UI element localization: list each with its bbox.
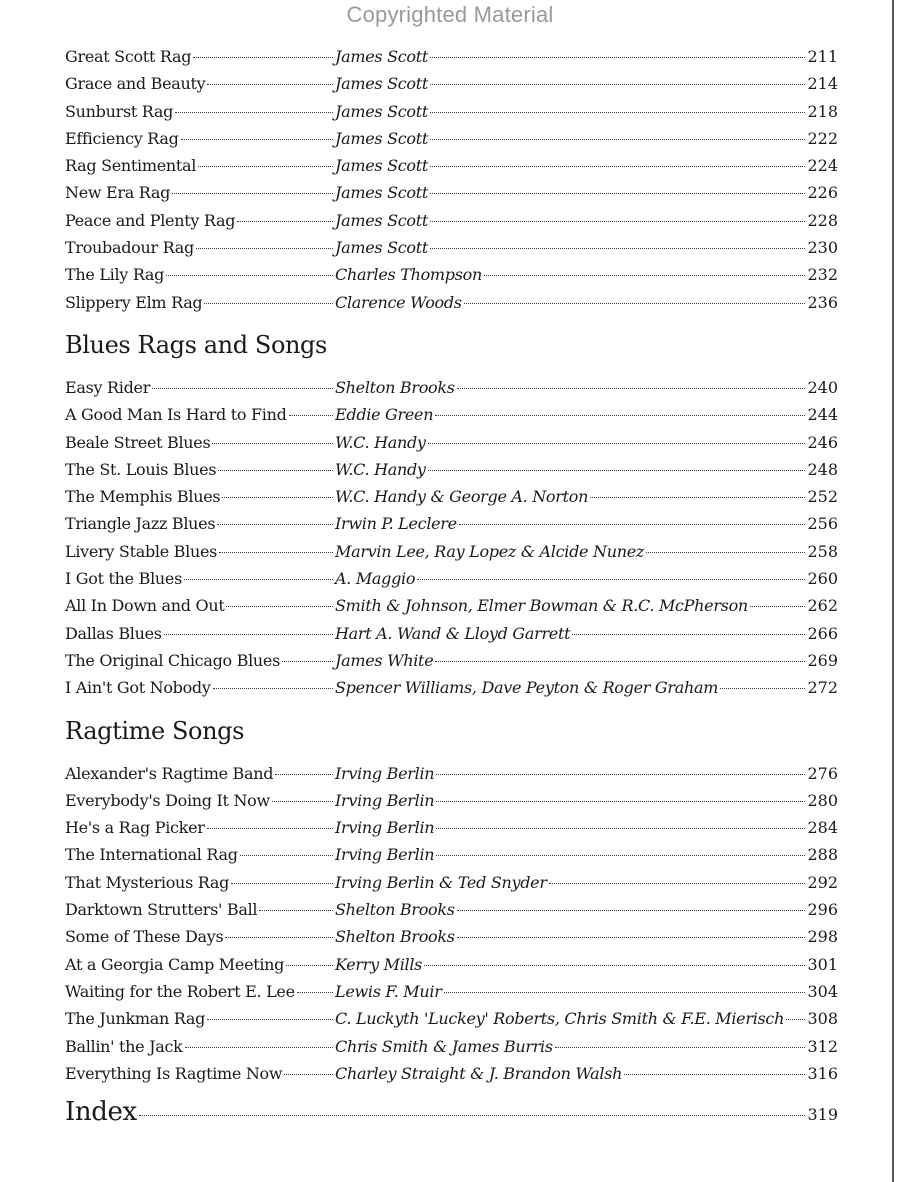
- dot-leader: [459, 524, 806, 525]
- dot-leader: [218, 470, 333, 471]
- dot-leader: [590, 497, 805, 498]
- author-cell: [335, 1033, 807, 1060]
- title-cell: [65, 896, 335, 923]
- author-cell: [335, 429, 807, 456]
- dot-leader: [436, 801, 805, 802]
- dot-leader: [436, 828, 805, 829]
- page-number: 256: [807, 514, 838, 534]
- song-author: Kerry Mills: [335, 954, 423, 974]
- page-number: 269: [807, 650, 838, 670]
- title-cell: [65, 978, 335, 1005]
- page-number: 276: [807, 763, 838, 783]
- song-author: Shelton Brooks: [335, 927, 455, 947]
- toc-entry: [65, 538, 838, 565]
- song-author: Irving Berlin: [335, 845, 435, 865]
- author-cell: [335, 841, 807, 868]
- dot-leader: [750, 606, 806, 607]
- song-title: The Original Chicago Blues: [65, 650, 281, 670]
- song-author: James Scott: [335, 156, 429, 176]
- song-author: James Scott: [335, 101, 429, 121]
- dot-leader: [204, 303, 333, 304]
- title-cell: [65, 923, 335, 950]
- dot-leader: [436, 855, 805, 856]
- title-cell: [65, 674, 335, 701]
- dot-leader: [436, 774, 805, 775]
- author-cell: [335, 374, 807, 401]
- dot-leader: [231, 883, 333, 884]
- song-author: Chris Smith & James Burris: [335, 1036, 553, 1056]
- dot-leader: [284, 1074, 333, 1075]
- toc-entry: [65, 923, 838, 950]
- dot-leader: [430, 112, 805, 113]
- toc-entry: [65, 98, 838, 125]
- top-entries-list: [65, 43, 838, 316]
- author-cell: [335, 70, 807, 97]
- song-title: A Good Man Is Hard to Find: [65, 405, 287, 425]
- toc-entry: [65, 841, 838, 868]
- song-title: The Memphis Blues: [65, 487, 221, 507]
- page-number: 232: [807, 265, 838, 285]
- song-author: Charley Straight & J. Brandon Walsh: [335, 1063, 623, 1083]
- toc-entry: [65, 814, 838, 841]
- song-author: Eddie Green: [335, 405, 434, 425]
- dot-leader: [237, 221, 333, 222]
- title-cell: [65, 125, 335, 152]
- author-cell: [335, 1005, 807, 1032]
- toc-entry: [65, 152, 838, 179]
- dot-leader: [240, 855, 333, 856]
- toc-entry: [65, 787, 838, 814]
- author-cell: [335, 261, 807, 288]
- song-author: Irving Berlin: [335, 790, 435, 810]
- song-author: Irving Berlin: [335, 818, 435, 838]
- song-title: Slippery Elm Rag: [65, 292, 203, 312]
- song-title: Efficiency Rag: [65, 128, 179, 148]
- page-number: 280: [807, 790, 838, 810]
- dot-leader: [424, 965, 805, 966]
- song-author: Irwin P. Leclere: [335, 514, 457, 534]
- page-number: 248: [807, 459, 838, 479]
- dot-leader: [428, 470, 806, 471]
- author-cell: [335, 538, 807, 565]
- dot-leader: [444, 992, 806, 993]
- dot-leader: [185, 1047, 333, 1048]
- page-number: 214: [807, 74, 838, 94]
- song-title: Easy Rider: [65, 377, 151, 397]
- index-page-number: 319: [807, 1105, 838, 1125]
- author-cell: [335, 125, 807, 152]
- title-cell: [65, 869, 335, 896]
- index-label: Index: [65, 1097, 137, 1128]
- title-cell: [65, 483, 335, 510]
- toc-entry: [65, 483, 838, 510]
- author-cell: [335, 401, 807, 428]
- author-cell: [335, 207, 807, 234]
- author-cell: [335, 787, 807, 814]
- dot-leader: [435, 415, 805, 416]
- song-author: James Scott: [335, 238, 429, 258]
- song-title: I Got the Blues: [65, 569, 182, 589]
- dot-leader: [457, 937, 806, 938]
- toc-entry: [65, 896, 838, 923]
- author-cell: [335, 152, 807, 179]
- title-cell: [65, 261, 335, 288]
- author-cell: [335, 510, 807, 537]
- song-author: Hart A. Wand & Lloyd Garrett: [335, 623, 571, 643]
- title-cell: [65, 401, 335, 428]
- author-cell: [335, 951, 807, 978]
- title-cell: [65, 787, 335, 814]
- title-cell: [65, 565, 335, 592]
- song-title: Darktown Strutters' Ball: [65, 900, 258, 920]
- dot-leader: [175, 112, 333, 113]
- page-number: 292: [807, 872, 838, 892]
- blues-entries-list: [65, 374, 838, 702]
- page-number: 296: [807, 900, 838, 920]
- dot-leader: [282, 661, 333, 662]
- author-cell: [335, 565, 807, 592]
- dot-leader: [164, 634, 333, 635]
- song-title: Beale Street Blues: [65, 432, 211, 452]
- page-number: 266: [807, 623, 838, 643]
- blues-section-heading: Blues Rags and Songs: [65, 330, 327, 359]
- song-author: Clarence Woods: [335, 292, 462, 312]
- song-title: The Lily Rag: [65, 265, 165, 285]
- author-cell: [335, 1060, 807, 1087]
- title-cell: [65, 152, 335, 179]
- dot-leader: [225, 937, 333, 938]
- page-number: 260: [807, 569, 838, 589]
- author-cell: [335, 647, 807, 674]
- song-author: C. Luckyth 'Luckey' Roberts, Chris Smith & F.E. Mierisch: [335, 1009, 785, 1029]
- page-number: 272: [807, 678, 838, 698]
- dot-leader: [786, 1019, 805, 1020]
- author-cell: [335, 620, 807, 647]
- toc-entry: [65, 374, 838, 401]
- dot-leader: [430, 139, 805, 140]
- song-author: Shelton Brooks: [335, 900, 455, 920]
- title-cell: [65, 456, 335, 483]
- dot-leader: [430, 221, 805, 222]
- title-cell: [65, 43, 335, 70]
- author-cell: [335, 814, 807, 841]
- ragtime-section-heading: Ragtime Songs: [65, 716, 245, 745]
- toc-entry: [65, 429, 838, 456]
- title-cell: [65, 814, 335, 841]
- title-cell: [65, 429, 335, 456]
- dot-leader: [193, 57, 333, 58]
- title-cell: [65, 510, 335, 537]
- song-title: Some of These Days: [65, 927, 224, 947]
- dot-leader: [152, 388, 333, 389]
- title-cell: [65, 1060, 335, 1087]
- ragtime-entries-list: [65, 760, 838, 1088]
- dot-leader: [222, 497, 333, 498]
- song-author: Irving Berlin & Ted Snyder: [335, 872, 547, 892]
- toc-entry: [65, 978, 838, 1005]
- dot-leader: [549, 883, 806, 884]
- page-number: 230: [807, 238, 838, 258]
- title-cell: [65, 760, 335, 787]
- author-cell: [335, 98, 807, 125]
- song-title: New Era Rag: [65, 183, 171, 203]
- toc-entry: [65, 70, 838, 97]
- page-number: 312: [807, 1036, 838, 1056]
- title-cell: [65, 951, 335, 978]
- toc-entry: [65, 234, 838, 261]
- toc-entry: [65, 207, 838, 234]
- song-title: Everything Is Ragtime Now: [65, 1063, 283, 1083]
- dot-leader: [286, 965, 333, 966]
- toc-entry: [65, 289, 838, 316]
- page-number: 252: [807, 487, 838, 507]
- dot-leader: [184, 579, 333, 580]
- page-number: 301: [807, 954, 838, 974]
- song-author: W.C. Handy & George A. Norton: [335, 487, 589, 507]
- title-cell: [65, 207, 335, 234]
- author-cell: [335, 674, 807, 701]
- song-title: Waiting for the Robert E. Lee: [65, 981, 295, 1001]
- toc-entry: [65, 125, 838, 152]
- page-number: 308: [807, 1009, 838, 1029]
- dot-leader: [166, 275, 333, 276]
- song-author: James Scott: [335, 210, 429, 230]
- dot-leader: [457, 910, 806, 911]
- toc-entry: [65, 869, 838, 896]
- song-author: Marvin Lee, Ray Lopez & Alcide Nunez: [335, 541, 644, 561]
- song-title: Sunburst Rag: [65, 101, 174, 121]
- song-title: The Junkman Rag: [65, 1009, 206, 1029]
- song-author: W.C. Handy: [335, 459, 426, 479]
- song-author: Irving Berlin: [335, 763, 435, 783]
- title-cell: [65, 70, 335, 97]
- page-number: 236: [807, 292, 838, 312]
- song-title: I Ain't Got Nobody: [65, 678, 211, 698]
- dot-leader: [417, 579, 805, 580]
- author-cell: [335, 923, 807, 950]
- author-cell: [335, 978, 807, 1005]
- dot-leader: [172, 193, 333, 194]
- song-author: Charles Thompson: [335, 265, 482, 285]
- title-cell: [65, 592, 335, 619]
- dot-leader: [219, 552, 333, 553]
- song-title: At a Georgia Camp Meeting: [65, 954, 285, 974]
- song-title: Triangle Jazz Blues: [65, 514, 216, 534]
- dot-leader: [259, 910, 333, 911]
- title-cell: [65, 98, 335, 125]
- song-title: Dallas Blues: [65, 623, 162, 643]
- toc-entry: [65, 1060, 838, 1087]
- song-title: All In Down and Out: [65, 596, 225, 616]
- toc-entry: [65, 1033, 838, 1060]
- dot-leader: [430, 248, 805, 249]
- page-number: 226: [807, 183, 838, 203]
- song-title: Everybody's Doing It Now: [65, 790, 270, 810]
- watermark: Copyrighted Material: [346, 2, 554, 27]
- title-cell: [65, 374, 335, 401]
- dot-leader: [555, 1047, 806, 1048]
- dot-leader: [139, 1115, 806, 1116]
- dot-leader: [207, 828, 333, 829]
- toc-entry: [65, 456, 838, 483]
- dot-leader: [226, 606, 333, 607]
- dot-leader: [272, 801, 333, 802]
- author-cell: [335, 869, 807, 896]
- song-title: Alexander's Ragtime Band: [65, 763, 274, 783]
- song-author: James Scott: [335, 47, 429, 66]
- song-author: James Scott: [335, 128, 429, 148]
- dot-leader: [624, 1074, 805, 1075]
- toc-entry: [65, 510, 838, 537]
- toc-entry: [65, 592, 838, 619]
- song-title: The International Rag: [65, 845, 238, 865]
- song-title: The St. Louis Blues: [65, 459, 217, 479]
- page-number: 288: [807, 845, 838, 865]
- dot-leader: [196, 248, 333, 249]
- dot-leader: [457, 388, 806, 389]
- title-cell: [65, 841, 335, 868]
- song-author: W.C. Handy: [335, 432, 426, 452]
- song-author: James White: [335, 650, 434, 670]
- toc-entry: [65, 951, 838, 978]
- dot-leader: [430, 84, 805, 85]
- title-cell: [65, 1005, 335, 1032]
- author-cell: [335, 760, 807, 787]
- title-cell: [65, 647, 335, 674]
- page-number: 316: [807, 1063, 838, 1083]
- song-title: Grace and Beauty: [65, 74, 206, 94]
- author-cell: [335, 289, 807, 316]
- dot-leader: [430, 166, 805, 167]
- page-number: 298: [807, 927, 838, 947]
- song-author: James Scott: [335, 74, 429, 94]
- table-of-contents: [65, 43, 838, 1130]
- song-title: Great Scott Rag: [65, 47, 192, 66]
- dot-leader: [572, 634, 805, 635]
- dot-leader: [207, 1019, 333, 1020]
- toc-entry: [65, 647, 838, 674]
- dot-leader: [464, 303, 806, 304]
- toc-entry: [65, 760, 838, 787]
- author-cell: [335, 896, 807, 923]
- song-title: He's a Rag Picker: [65, 818, 205, 838]
- dot-leader: [217, 524, 333, 525]
- author-cell: [335, 592, 807, 619]
- page-number: 262: [807, 596, 838, 616]
- toc-entry: [65, 261, 838, 288]
- dot-leader: [181, 139, 333, 140]
- toc-entry: [65, 401, 838, 428]
- song-title: Livery Stable Blues: [65, 541, 218, 561]
- toc-entry: [65, 1005, 838, 1032]
- author-cell: [335, 179, 807, 206]
- index-entry: [65, 1097, 838, 1130]
- page-edge-rule: [892, 0, 894, 1182]
- song-title: Rag Sentimental: [65, 156, 197, 176]
- toc-entry: [65, 674, 838, 701]
- dot-leader: [430, 57, 805, 58]
- dot-leader: [720, 688, 805, 689]
- song-title: Troubadour Rag: [65, 238, 194, 258]
- author-cell: [335, 234, 807, 261]
- author-cell: [335, 43, 807, 70]
- song-title: Ballin' the Jack: [65, 1036, 183, 1056]
- page-number: 222: [807, 128, 838, 148]
- song-author: A. Maggio: [335, 569, 416, 589]
- title-cell: [65, 620, 335, 647]
- dot-leader: [430, 193, 805, 194]
- dot-leader: [428, 443, 806, 444]
- page-number: 224: [807, 156, 838, 176]
- toc-entry: [65, 620, 838, 647]
- author-cell: [335, 456, 807, 483]
- dot-leader: [207, 84, 333, 85]
- page-number: 284: [807, 818, 838, 838]
- song-author: Lewis F. Muir: [335, 981, 442, 1001]
- dot-leader: [212, 443, 333, 444]
- page-number: 211: [807, 47, 838, 66]
- toc-entry: [65, 43, 838, 70]
- song-author: Smith & Johnson, Elmer Bowman & R.C. McPherson: [335, 596, 748, 616]
- dot-leader: [484, 275, 805, 276]
- page-number: 244: [807, 405, 838, 425]
- song-author: James Scott: [335, 183, 429, 203]
- title-cell: [65, 289, 335, 316]
- dot-leader: [297, 992, 333, 993]
- song-author: Shelton Brooks: [335, 377, 455, 397]
- song-author: Spencer Williams, Dave Peyton & Roger Graham: [335, 678, 719, 698]
- dot-leader: [435, 661, 805, 662]
- page-number: 304: [807, 981, 838, 1001]
- dot-leader: [646, 552, 805, 553]
- title-cell: [65, 234, 335, 261]
- title-cell: [65, 1033, 335, 1060]
- toc-entry: [65, 179, 838, 206]
- title-cell: [65, 179, 335, 206]
- page-number: 218: [807, 101, 838, 121]
- dot-leader: [275, 774, 333, 775]
- dot-leader: [289, 415, 333, 416]
- page-number: 258: [807, 541, 838, 561]
- page-number: 228: [807, 210, 838, 230]
- page-number: 240: [807, 377, 838, 397]
- author-cell: [335, 483, 807, 510]
- dot-leader: [198, 166, 333, 167]
- dot-leader: [213, 688, 333, 689]
- title-cell: [65, 538, 335, 565]
- page-number: 246: [807, 432, 838, 452]
- song-title: That Mysterious Rag: [65, 872, 230, 892]
- toc-entry: [65, 565, 838, 592]
- song-title: Peace and Plenty Rag: [65, 210, 236, 230]
